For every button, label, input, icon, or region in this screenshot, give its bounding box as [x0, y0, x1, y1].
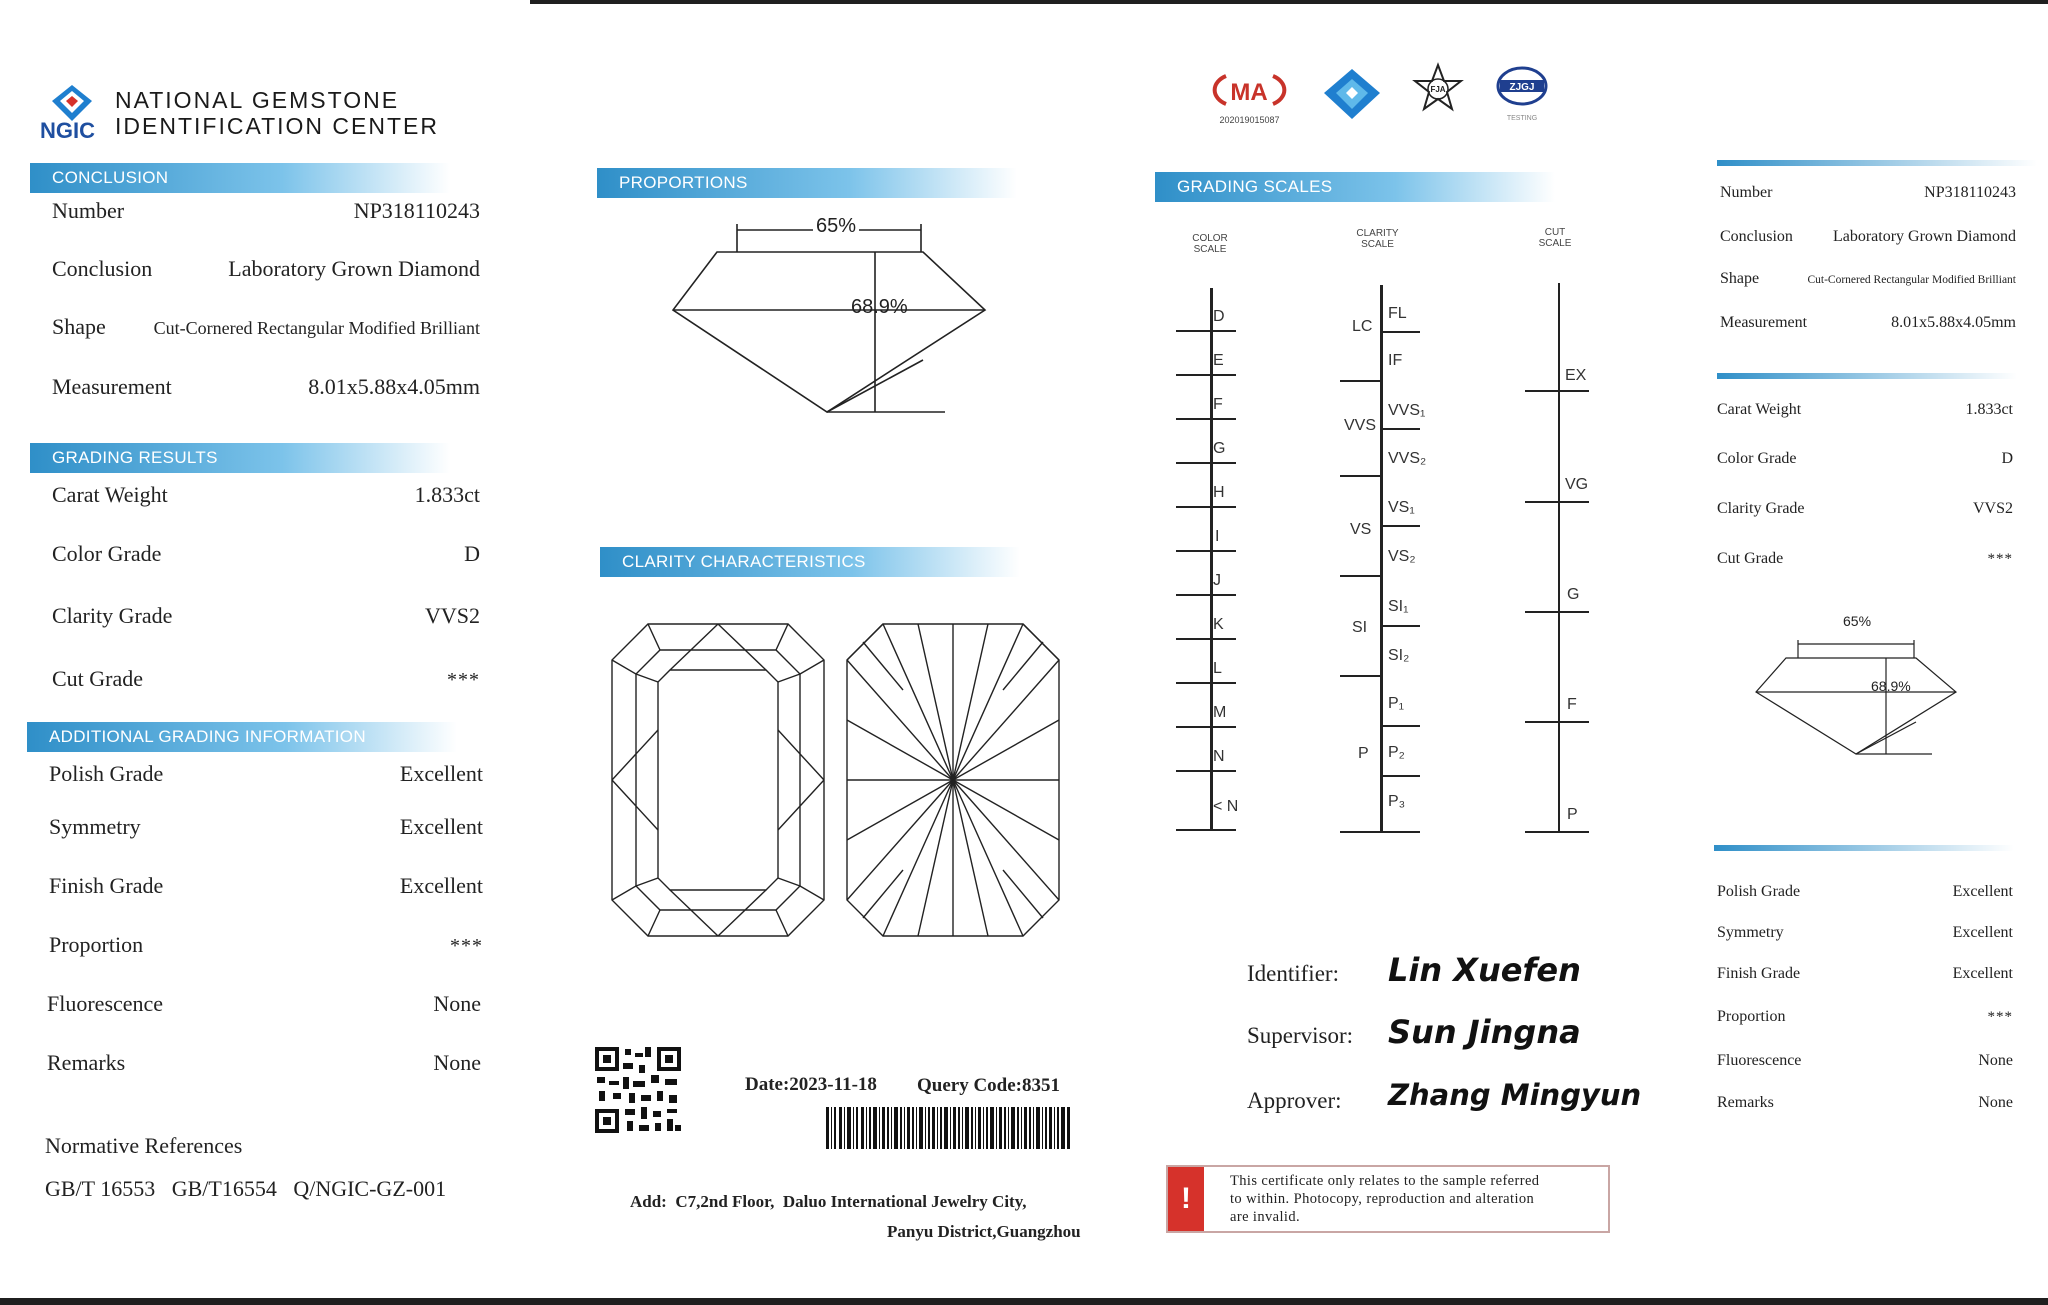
color-scale: [1176, 288, 1239, 833]
color-scale-tick: [1176, 594, 1236, 596]
clarity-grade-p3: P₃: [1388, 793, 1406, 810]
clarity-group-tick: [1340, 831, 1420, 833]
stub-carat-value: 1.833ct: [1965, 401, 2013, 418]
fluorescence-value: None: [433, 991, 481, 1016]
color-scale-tick: [1176, 829, 1236, 831]
disclaimer-box: [1166, 1165, 1610, 1233]
color-scale-tick: [1176, 506, 1236, 508]
clarity-group-tick: [1340, 380, 1380, 382]
cut-scale-tick: [1525, 390, 1589, 392]
color-scale-title-2: SCALE: [1193, 244, 1227, 255]
symmetry-label: Symmetry: [49, 814, 141, 839]
stub-fluorescence-value: None: [1978, 1052, 2013, 1069]
remarks-row: [47, 1050, 481, 1076]
stub-clarity-label: Clarity Grade: [1717, 500, 1805, 517]
color-row: [52, 541, 480, 567]
clarity-group-vs: VS: [1350, 521, 1372, 538]
shape-label: Shape: [52, 314, 106, 339]
color-grade-m: M: [1213, 704, 1227, 721]
cma-logo-icon: [1212, 70, 1287, 128]
stub-proportion-value: ***: [1987, 1009, 2013, 1025]
color-scale-title: [1185, 233, 1235, 255]
approver-signature: Zhang Mingyun: [1388, 1078, 1642, 1112]
stub-polish-row: [1717, 883, 2013, 901]
clarity-value: VVS2: [424, 603, 480, 628]
stub-number-label: Number: [1720, 184, 1773, 201]
disclaimer-line1: This certificate only relates to the sample referred: [1230, 1173, 1540, 1189]
warning-icon: !: [1168, 1167, 1204, 1231]
svg-text:MA: MA: [1230, 79, 1268, 106]
zjgj-logo-icon: [1492, 64, 1552, 122]
stub-proportion-diagram: [1752, 630, 1962, 760]
stub-number-row: [1720, 184, 2016, 202]
color-grade-h: H: [1213, 484, 1225, 501]
stub-remarks-value: None: [1978, 1094, 2013, 1111]
clarity-grade-tick: [1380, 428, 1420, 430]
address-line2: Panyu District,Guangzhou: [887, 1222, 1081, 1241]
color-grade-e: E: [1213, 352, 1224, 369]
clarity-grade-p1: P₁: [1388, 695, 1405, 712]
right-stub-divider-3: [1714, 845, 2014, 851]
approver-label: Approver:: [1247, 1088, 1342, 1113]
clarity-group-tick: [1340, 675, 1380, 677]
pavilion-view-diagram: [843, 620, 1063, 940]
stub-fluorescence-label: Fluorescence: [1717, 1052, 1802, 1069]
clarity-grade-tick: [1380, 525, 1420, 527]
crown-view-diagram: [608, 620, 828, 940]
query-code: Query Code:8351: [917, 1075, 1061, 1096]
color-scale-tick: [1176, 682, 1236, 684]
stub-depth-percentage: 68.9%: [1871, 678, 1911, 694]
color-scale-tick: [1176, 550, 1236, 552]
color-grade-g: G: [1213, 440, 1226, 457]
clarity-scale-axis: [1380, 285, 1383, 833]
stub-clarity-value: VVS2: [1972, 500, 2013, 517]
color-grade-k: K: [1213, 616, 1224, 633]
color-scale-tick: [1176, 418, 1236, 420]
ngic-logo-icon: [50, 83, 94, 123]
identifier-label: Identifier:: [1247, 961, 1339, 986]
measurement-row: [52, 374, 480, 400]
clarity-grade-vvs2: VVS₂: [1388, 450, 1427, 467]
cut-grade-ex: EX: [1565, 367, 1587, 384]
stub-shape-value: Cut-Cornered Rectangular Modified Brilliant: [1807, 274, 2016, 286]
disclaimer-text: [1230, 1172, 1539, 1226]
fja-text: FJA: [1430, 85, 1446, 94]
stub-cut-label: Cut Grade: [1717, 550, 1784, 567]
stub-table-percentage: 65%: [1843, 613, 1872, 629]
clarity-grade-vvs1: VVS₁: [1388, 402, 1426, 419]
color-value: D: [464, 541, 480, 566]
finish-label: Finish Grade: [49, 873, 164, 898]
color-grade-j: J: [1213, 572, 1221, 589]
cut-grade-vg: VG: [1565, 476, 1589, 493]
stub-finish-row: [1717, 965, 2013, 983]
color-scale-tick: [1176, 726, 1236, 728]
cma-code: 202019015087: [1219, 115, 1280, 125]
stub-remarks-row: [1717, 1094, 2013, 1112]
stub-finish-value: Excellent: [1952, 965, 2013, 982]
stub-conclusion-row: [1720, 228, 2016, 246]
right-stub-divider-1: [1717, 160, 2037, 166]
color-scale-tick: [1176, 330, 1236, 332]
number-row: [52, 198, 480, 224]
stub-conclusion-label: Conclusion: [1720, 228, 1793, 245]
stub-cut-row: [1717, 550, 2013, 568]
qr-code-icon[interactable]: [593, 1045, 683, 1135]
clarity-row: [52, 603, 480, 629]
clarity-scale-title-2: SCALE: [1361, 239, 1394, 250]
cut-scale-title-1: CUT: [1544, 227, 1566, 238]
cut-label: Cut Grade: [52, 666, 144, 691]
stub-proportion-label: Proportion: [1717, 1008, 1786, 1025]
stub-measurement-value: 8.01x5.88x4.05mm: [1891, 314, 2016, 331]
supervisor-signature: Sun Jingna: [1388, 1013, 1581, 1051]
fluorescence-row: [47, 991, 481, 1017]
cut-grade-g: G: [1567, 586, 1580, 603]
logo-abbr: NGIC: [40, 118, 95, 143]
symmetry-value: Excellent: [399, 814, 483, 839]
remarks-label: Remarks: [47, 1050, 126, 1075]
testing-text: TESTING: [1506, 115, 1538, 122]
number-label: Number: [52, 198, 125, 223]
clarity-grade-tick: [1380, 625, 1420, 627]
stub-symmetry-label: Symmetry: [1717, 924, 1784, 941]
proportion-value: ***: [450, 935, 483, 957]
remarks-value: None: [433, 1050, 481, 1075]
cut-scale-title: [1530, 227, 1580, 249]
org-title-line1: NATIONAL GEMSTONE: [115, 87, 400, 113]
clarity-scale-title-1: CLARITY: [1356, 228, 1399, 239]
color-grade-f: F: [1213, 396, 1223, 413]
cut-row: [52, 666, 480, 692]
clarity-grade-si1: SI₁: [1388, 598, 1409, 615]
bottom-border: [0, 1298, 2048, 1305]
identifier-signature: Lin Xuefen: [1388, 951, 1581, 989]
finish-value: Excellent: [399, 873, 483, 898]
carat-value: 1.833ct: [414, 482, 480, 507]
issue-date: Date:2023-11-18: [745, 1074, 877, 1095]
color-grade-d: D: [1213, 308, 1225, 325]
color-scale-tick: [1176, 770, 1236, 772]
color-scale-tick: [1176, 462, 1236, 464]
proportion-diagram: [665, 210, 995, 420]
stub-conclusion-value: Laboratory Grown Diamond: [1832, 228, 2016, 245]
polish-value: Excellent: [399, 761, 483, 786]
clarity-grade-p2: P₂: [1388, 744, 1405, 761]
cut-value: ***: [447, 669, 480, 691]
stub-color-value: D: [2001, 450, 2013, 467]
grading-results-banner: GRADING RESULTS: [30, 443, 450, 473]
right-stub-divider-2: [1717, 373, 2017, 379]
top-border: [530, 0, 2048, 4]
stub-clarity-row: [1717, 500, 2013, 518]
normative-label: Normative References: [45, 1133, 243, 1158]
additional-banner: ADDITIONAL GRADING INFORMATION: [27, 722, 457, 752]
cut-scale: [1525, 283, 1595, 835]
clarity-group-lc: LC: [1352, 318, 1373, 335]
finish-row: [49, 873, 483, 899]
stub-measurement-label: Measurement: [1720, 314, 1808, 331]
disclaimer-line2: to within. Photocopy, reproduction and alteration: [1230, 1191, 1535, 1207]
stub-finish-label: Finish Grade: [1717, 965, 1801, 982]
polish-row: [49, 761, 483, 787]
proportion-row: [49, 932, 483, 958]
carat-label: Carat Weight: [52, 482, 168, 507]
clarity-grade-fl: FL: [1388, 305, 1407, 322]
depth-percentage: 68.9%: [851, 296, 908, 318]
stub-polish-value: Excellent: [1952, 883, 2013, 900]
fja-logo-icon: [1412, 62, 1464, 114]
stub-color-row: [1717, 450, 2013, 468]
stub-remarks-label: Remarks: [1717, 1094, 1774, 1111]
clarity-scale: [1340, 285, 1427, 835]
color-grade-l: L: [1213, 660, 1222, 677]
color-label: Color Grade: [52, 541, 162, 566]
clarity-group-tick: [1340, 575, 1380, 577]
stub-carat-label: Carat Weight: [1717, 401, 1802, 418]
carat-row: [52, 482, 480, 508]
stub-symmetry-row: [1717, 924, 2013, 942]
stub-proportion-row: [1717, 1008, 2013, 1026]
color-scale-tick: [1176, 638, 1236, 640]
clarity-label: Clarity Grade: [52, 603, 173, 628]
conclusion-row: [52, 256, 480, 282]
stub-cut-value: ***: [1987, 551, 2013, 567]
cut-grade-p: P: [1567, 806, 1578, 823]
stub-color-label: Color Grade: [1717, 450, 1797, 467]
stub-polish-label: Polish Grade: [1717, 883, 1801, 900]
address-line1: Add: C7,2nd Floor, Daluo International Jewelry City,: [630, 1192, 1027, 1211]
clarity-grade-vs1: VS₁: [1388, 499, 1415, 516]
stub-symmetry-value: Excellent: [1952, 924, 2013, 941]
barcode-icon: [826, 1107, 1070, 1149]
cut-scale-tick: [1525, 501, 1589, 503]
clarity-characteristics-banner: CLARITY CHARACTERISTICS: [600, 547, 1020, 577]
conclusion-value: Laboratory Grown Diamond: [228, 256, 480, 281]
disclaimer-line3: are invalid.: [1230, 1209, 1301, 1225]
color-scale-tick: [1176, 374, 1236, 376]
measurement-value: 8.01x5.88x4.05mm: [308, 374, 480, 399]
cut-grade-f: F: [1567, 696, 1577, 713]
color-grade-n: N: [1213, 748, 1225, 765]
stub-shape-row: [1720, 270, 2016, 288]
clarity-group-p: P: [1358, 745, 1369, 762]
stub-number-value: NP318110243: [1924, 184, 2016, 201]
clarity-group-tick: [1340, 475, 1380, 477]
clarity-group-si: SI: [1352, 619, 1368, 636]
clarity-grade-si2: SI₂: [1388, 647, 1410, 664]
clarity-group-vvs: VVS: [1344, 417, 1377, 434]
supervisor-label: Supervisor:: [1247, 1023, 1354, 1048]
ngic-seal-icon: [1322, 67, 1382, 121]
zjgj-text: ZJGJ: [1509, 82, 1535, 93]
stub-measurement-row: [1720, 314, 2016, 332]
clarity-scale-title: [1350, 228, 1405, 250]
clarity-grade-if: IF: [1388, 352, 1403, 369]
symmetry-row: [49, 814, 483, 840]
fluorescence-label: Fluorescence: [47, 991, 164, 1016]
cut-scale-axis: [1558, 283, 1560, 833]
cut-scale-title-2: SCALE: [1538, 238, 1572, 249]
cut-scale-tick: [1525, 721, 1589, 723]
polish-label: Polish Grade: [49, 761, 164, 786]
stub-carat-row: [1717, 401, 2013, 419]
normative-refs: GB/T 16553 GB/T16554 Q/NGIC-GZ-001: [45, 1176, 447, 1201]
color-grade-i: I: [1215, 528, 1220, 545]
grading-scales-banner: GRADING SCALES: [1155, 172, 1555, 202]
proportion-label: Proportion: [49, 932, 144, 957]
stub-shape-label: Shape: [1720, 270, 1760, 287]
cut-scale-tick: [1525, 611, 1589, 613]
proportions-banner: PROPORTIONS: [597, 168, 1017, 198]
cut-scale-tick: [1525, 831, 1589, 833]
stub-fluorescence-row: [1717, 1052, 2013, 1070]
conclusion-label: Conclusion: [52, 256, 153, 281]
color-scale-title-1: COLOR: [1192, 233, 1228, 244]
measurement-label: Measurement: [52, 374, 172, 399]
org-title-line2: IDENTIFICATION CENTER: [115, 113, 439, 139]
conclusion-banner: CONCLUSION: [30, 163, 450, 193]
clarity-grade-vs2: VS₂: [1388, 548, 1416, 565]
table-percentage: 65%: [813, 215, 859, 238]
color-grade-below-n: < N: [1213, 798, 1239, 815]
number-value: NP318110243: [353, 198, 480, 223]
shape-row: [52, 314, 480, 340]
clarity-grade-tick: [1380, 775, 1420, 777]
clarity-grade-tick: [1380, 725, 1420, 727]
clarity-grade-tick: [1380, 331, 1420, 333]
shape-value: Cut-Cornered Rectangular Modified Brilliant: [153, 318, 480, 338]
